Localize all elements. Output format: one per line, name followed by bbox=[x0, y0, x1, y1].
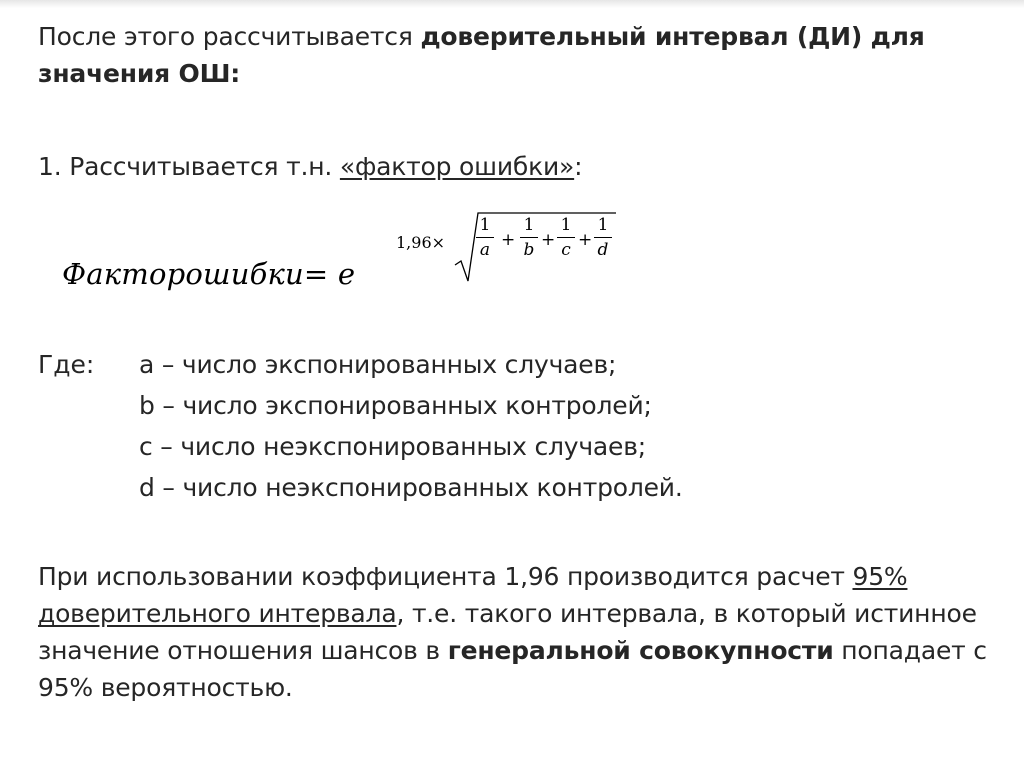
plus-sign: + bbox=[541, 230, 556, 250]
definition-d: d – число неэкспонированных контролей. bbox=[139, 473, 683, 502]
conclusion-text-1: При использовании коэффициента 1,96 производится расчет bbox=[38, 562, 853, 591]
error-factor-formula bbox=[0, 205, 1024, 305]
fraction-bar bbox=[520, 237, 538, 238]
fraction-a bbox=[476, 215, 494, 260]
definition-a: a – число экспонированных случаев; bbox=[139, 350, 617, 379]
fraction-bar bbox=[594, 237, 612, 238]
step-1-colon: : bbox=[574, 152, 583, 181]
fraction-a-denominator: a bbox=[479, 240, 491, 260]
intro-paragraph bbox=[38, 18, 988, 92]
fraction-bar bbox=[557, 237, 575, 238]
fraction-c-numerator: 1 bbox=[560, 215, 572, 235]
slide-top-shadow bbox=[0, 0, 1024, 8]
fraction-b-denominator: b bbox=[523, 240, 535, 260]
plus-sign: + bbox=[578, 230, 593, 250]
formula-coefficient: 1,96× bbox=[396, 233, 446, 252]
fraction-b bbox=[520, 215, 538, 260]
formula-lhs: Факторошибки= e bbox=[62, 257, 356, 291]
sqrt-sign bbox=[0, 205, 1024, 305]
conclusion-text-2: , т.е. такого интервала, в который истинное значение отношения шансов в bbox=[38, 599, 977, 665]
step-1-text: 1. Рассчитывается т.н. bbox=[38, 152, 340, 181]
fraction-bar bbox=[476, 237, 494, 238]
fraction-d-numerator: 1 bbox=[597, 215, 609, 235]
step-1-line bbox=[38, 148, 582, 185]
confidence-interval-term: 95% доверительного интервала bbox=[38, 562, 908, 628]
definition-c: c – число неэкспонированных случаев; bbox=[139, 432, 646, 461]
fraction-a-numerator: 1 bbox=[479, 215, 491, 235]
conclusion-paragraph bbox=[38, 558, 998, 706]
fraction-b-numerator: 1 bbox=[523, 215, 535, 235]
fraction-c bbox=[557, 215, 575, 260]
conclusion-text-3: попадает с 95% вероятностью. bbox=[38, 636, 987, 702]
where-label: Где: bbox=[38, 350, 95, 379]
fraction-d-denominator: d bbox=[597, 240, 609, 260]
error-factor-term: «фактор ошибки» bbox=[339, 152, 575, 181]
fraction-c-denominator: c bbox=[561, 240, 571, 260]
plus-sign: + bbox=[501, 230, 516, 250]
intro-text: После этого рассчитывается bbox=[38, 22, 421, 51]
definition-b: b – число экспонированных контролей; bbox=[139, 391, 652, 420]
general-population-term: генеральной совокупности bbox=[447, 636, 834, 665]
intro-bold-text: доверительный интервал (ДИ) для значения ОШ: bbox=[38, 22, 925, 88]
fraction-d bbox=[594, 215, 612, 260]
